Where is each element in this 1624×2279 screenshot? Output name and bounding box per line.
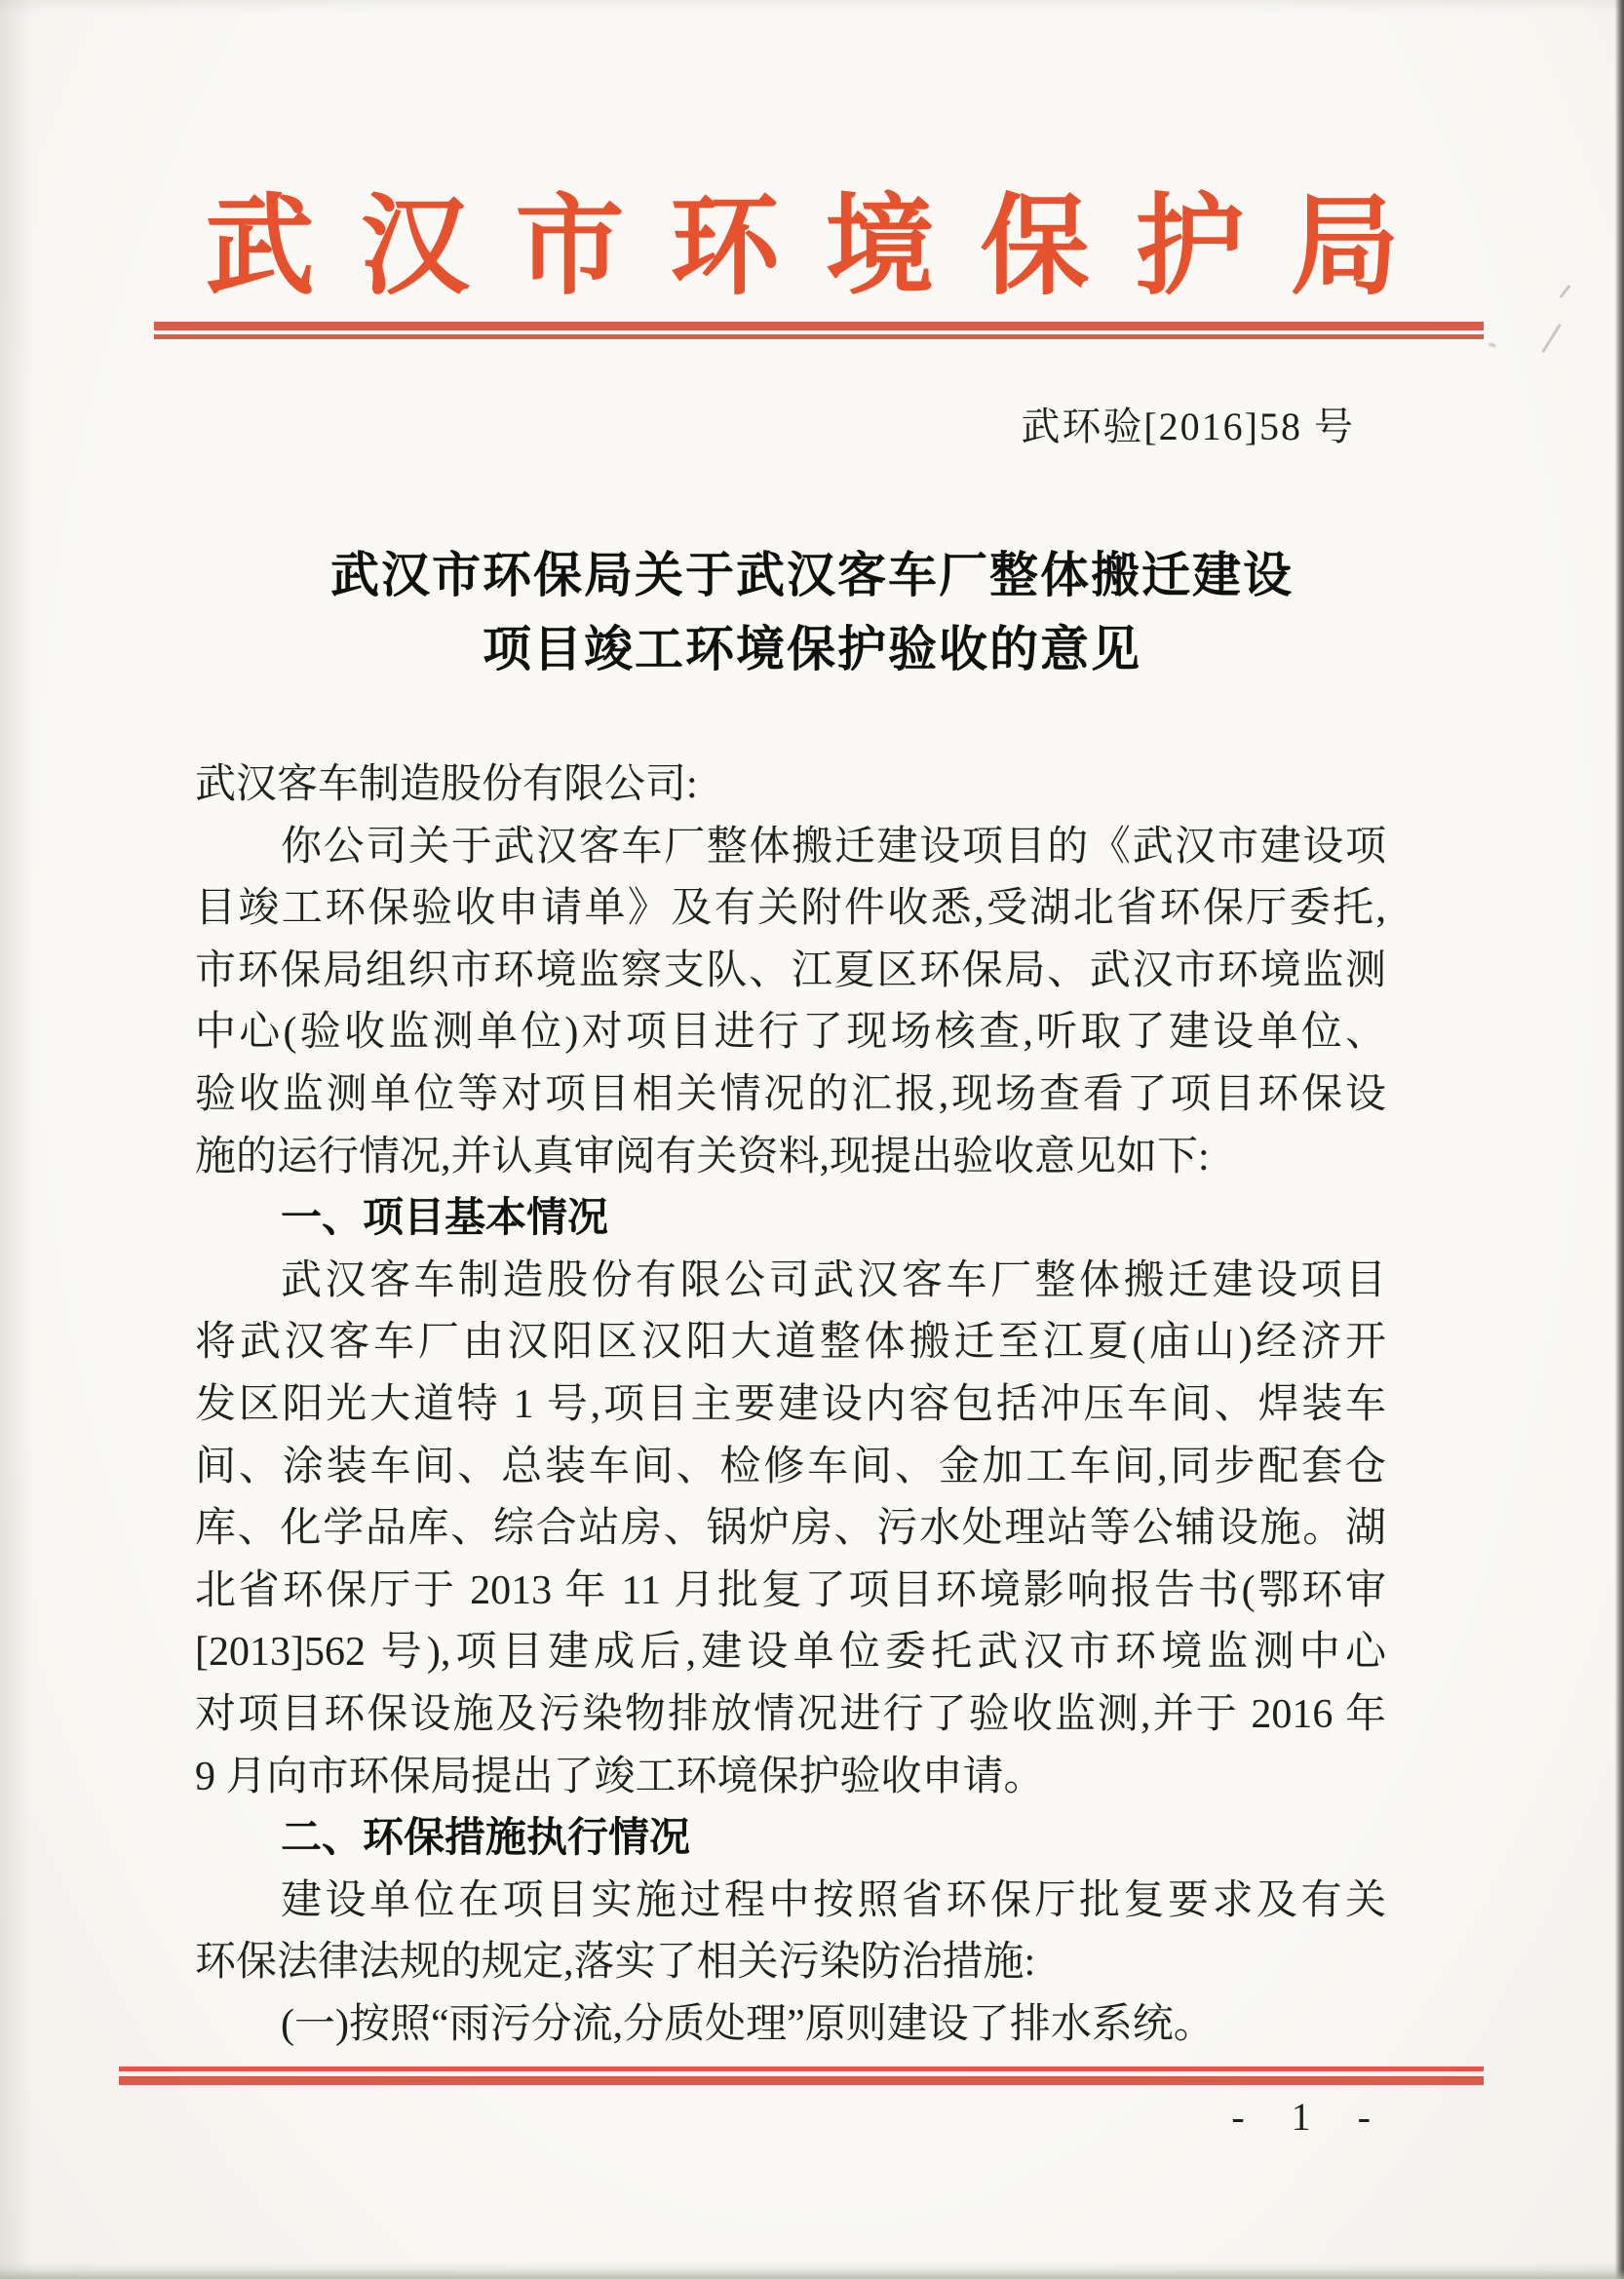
body-line: 武汉客车制造股份有限公司: [195,762,698,807]
footer-rules [119,2067,1484,2085]
scan-edge-right [1615,0,1624,2279]
body-line: (一)按照“雨污分流,分质处理”原则建设了排水系统。 [281,2001,1215,2047]
pencil-mark [1541,324,1562,353]
document-body [195,754,1386,2056]
pencil-mark [1489,342,1497,348]
footer-rule-thick [119,2076,1484,2085]
body-line: 一、项目基本情况 [281,1196,609,1242]
document-title [0,538,1624,686]
body-line: 目竣工环保验收申请单》及有关附件收悉,受湖北省环保厅委托, [195,886,1386,932]
scan-edge-bottom [0,2269,1624,2279]
body-line: 将武汉客车厂由汉阳区汉阳大道整体搬迁至江夏(庙山)经济开 [195,1320,1386,1366]
header-rule-thin [154,334,1484,339]
document-title-line1: 武汉市环保局关于武汉客车厂整体搬迁建设 [330,548,1294,602]
body-line: 间、涂装车间、总装车间、检修车间、金加工车间,同步配套仓 [195,1444,1386,1489]
body-line: 验收监测单位等对项目相关情况的汇报,现场查看了项目环保设 [195,1071,1386,1117]
body-line: 施的运行情况,并认真审阅有关资料,现提出验收意见如下: [195,1134,1210,1179]
body-line: 库、化学品库、综合站房、锅炉房、污水处理站等公辅设施。湖 [195,1506,1386,1552]
body-line: [2013]562 号),项目建成后,建设单位委托武汉市环境监测中心 [195,1630,1386,1676]
body-line: 二、环保措施执行情况 [281,1816,691,1862]
body-line: 建设单位在项目实施过程中按照省环保厅批复要求及有关 [281,1877,1386,1923]
page-number: - 1 - [1231,2095,1384,2139]
body-line: 环保法律法规的规定,落实了相关污染防治措施: [195,1940,1036,1986]
header-rule-thick [154,322,1484,330]
body-line: 对项目环保设施及污染物排放情况进行了验收监测,并于 2016 年 [195,1691,1386,1737]
document-title-line2: 项目竣工环境保护验收的意见 [483,622,1141,676]
body-line: 武汉客车制造股份有限公司武汉客车厂整体搬迁建设项目 [281,1257,1386,1303]
body-line: 市环保局组织市环境监察支队、江夏区环保局、武汉市环境监测 [195,947,1386,993]
body-line: 发区阳光大道特 1 号,项目主要建设内容包括冲压车间、焊装车 [195,1381,1386,1427]
body-line: 北省环保厅于 2013 年 11 月批复了项目环境影响报告书(鄂环审 [195,1567,1386,1613]
body-line: 中心(验收监测单位)对项目进行了现场核查,听取了建设单位、 [195,1010,1386,1056]
agency-header: 武汉市环境保护局 [205,187,1446,308]
doc-number: 武环验[2016]58 号 [1021,405,1355,448]
body-line: 9 月向市环保局提出了竣工环境保护验收申请。 [195,1754,1045,1799]
body-line: 你公司关于武汉客车厂整体搬迁建设项目的《武汉市建设项 [281,824,1386,869]
footer-rule-thin [119,2067,1484,2071]
header-rules [154,322,1484,339]
